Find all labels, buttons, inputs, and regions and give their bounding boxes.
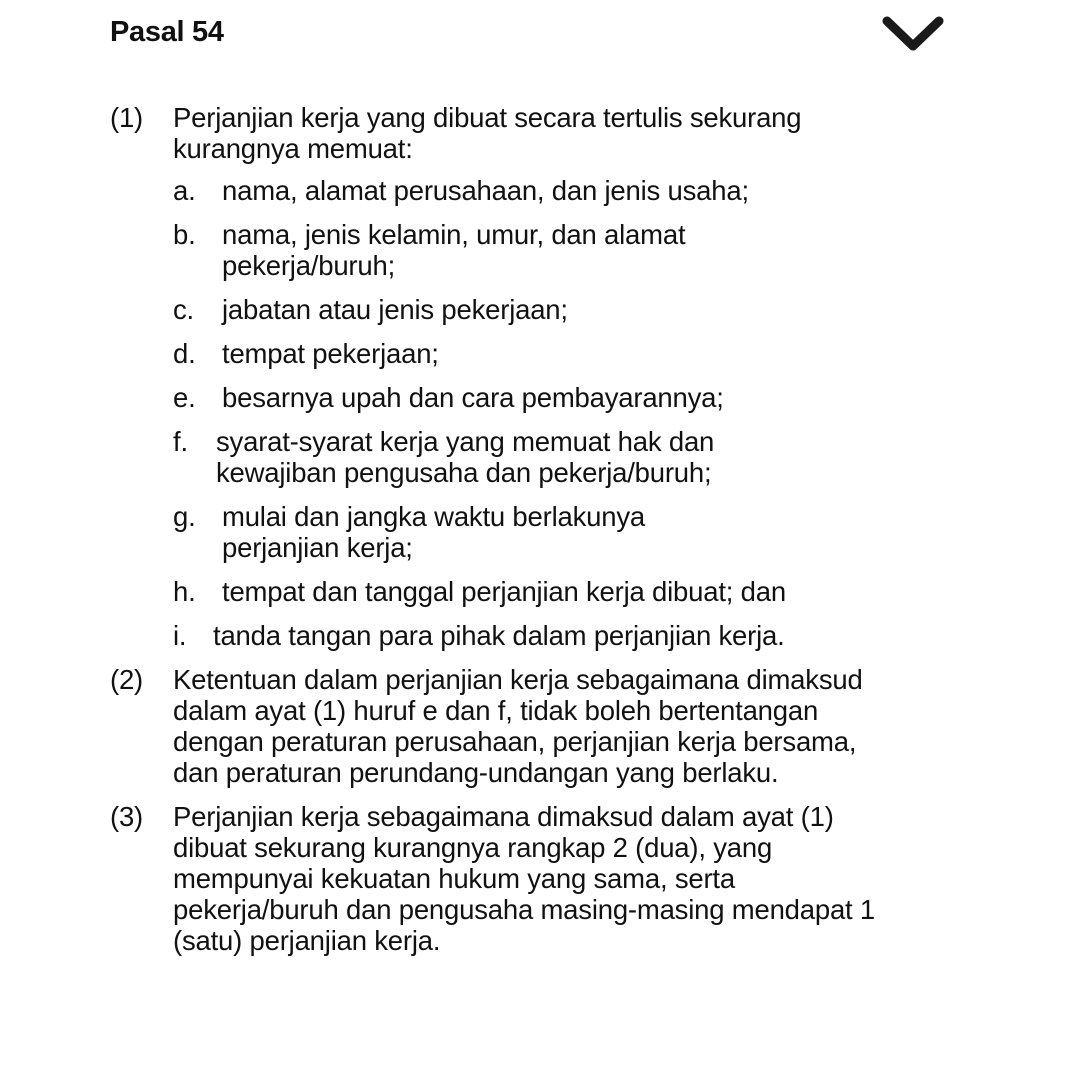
item-text: mulai dan jangka waktu berlakunya perjanjian kerja;	[222, 501, 645, 563]
article-title: Pasal 54	[110, 16, 224, 48]
item-letter: g.	[173, 501, 196, 532]
item-letter: d.	[173, 338, 196, 369]
paragraph-2	[110, 664, 900, 788]
list-item	[173, 382, 900, 413]
paragraph-number: (3)	[110, 801, 144, 832]
chevron-down-icon[interactable]	[880, 12, 946, 56]
list-item	[173, 501, 900, 563]
list-item	[173, 294, 900, 325]
item-list	[173, 175, 900, 651]
list-item	[173, 620, 900, 651]
item-text: tanda tangan para pihak dalam perjanjian kerja.	[213, 620, 785, 651]
item-letter: e.	[173, 382, 196, 413]
item-text: nama, jenis kelamin, umur, dan alamat pekerja/buruh;	[222, 219, 686, 281]
paragraph-3	[110, 801, 900, 956]
list-item	[173, 175, 900, 206]
item-text: jabatan atau jenis pekerjaan;	[222, 294, 568, 325]
article-header	[110, 12, 950, 62]
paragraph-text: Perjanjian kerja yang dibuat secara tertulis sekurang kurangnya memuat:	[173, 102, 802, 164]
list-item	[173, 219, 900, 281]
item-letter: b.	[173, 219, 196, 250]
list-item	[173, 426, 900, 488]
item-text: tempat pekerjaan;	[222, 338, 439, 369]
item-text: tempat dan tanggal perjanjian kerja dibuat; dan	[222, 576, 786, 607]
paragraph-text: Perjanjian kerja sebagaimana dimaksud dalam ayat (1) dibuat sekurang kurangnya rangkap 2 (dua), yang mempunyai kekuatan hukum yang sama, serta pekerja/buruh dan pengusaha masing-masing mendapat 1 (satu) perjanjian kerja.	[173, 801, 876, 956]
item-text: syarat-syarat kerja yang memuat hak dan kewajiban pengusaha dan pekerja/buruh;	[216, 426, 715, 488]
item-letter: c.	[173, 294, 194, 325]
item-letter: h.	[173, 576, 196, 607]
item-letter: f.	[173, 426, 188, 457]
article-body	[110, 102, 900, 969]
paragraph-number: (2)	[110, 664, 144, 695]
item-text: besarnya upah dan cara pembayarannya;	[222, 382, 724, 413]
paragraph-text: Ketentuan dalam perjanjian kerja sebagaimana dimaksud dalam ayat (1) huruf e dan f, tidak boleh bertentangan dengan peraturan perusahaan, perjanjian kerja bersama, dan peraturan perundang-undangan yang berlaku.	[173, 664, 863, 788]
item-letter: i.	[173, 620, 187, 651]
paragraph-number: (1)	[110, 102, 144, 133]
list-item	[173, 576, 900, 607]
item-text: nama, alamat perusahaan, dan jenis usaha;	[222, 175, 749, 206]
list-item	[173, 338, 900, 369]
paragraph-1	[110, 102, 900, 651]
item-letter: a.	[173, 175, 196, 206]
